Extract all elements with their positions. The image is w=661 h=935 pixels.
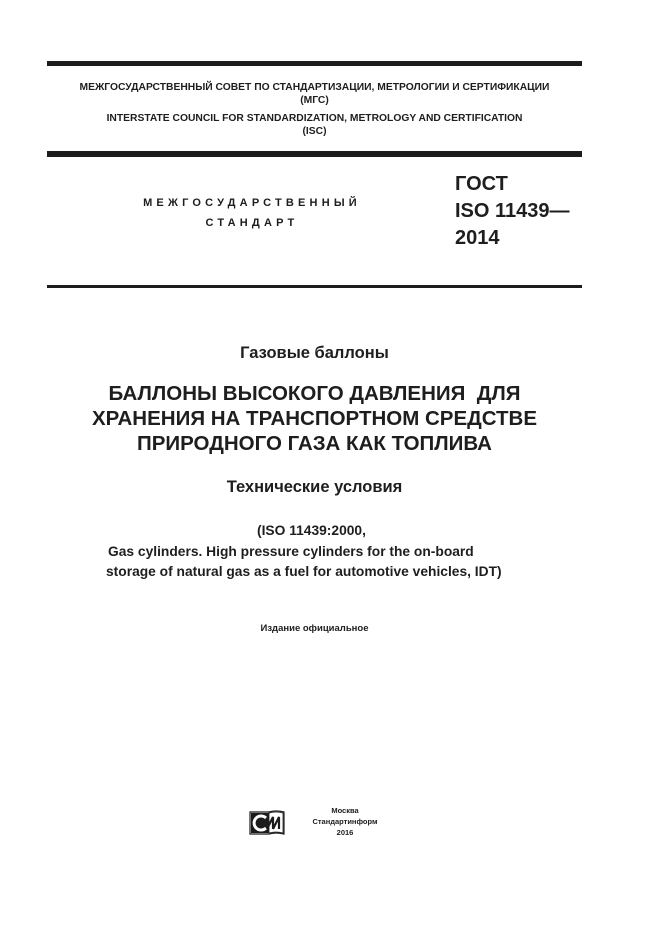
top-divider bbox=[47, 61, 582, 66]
standard-type bbox=[112, 193, 392, 233]
edition-label: Издание официальное bbox=[260, 623, 369, 634]
council-ru-name: МЕЖГОСУДАРСТВЕННЫЙ СОВЕТ ПО СТАНДАРТИЗАЦИИ, МЕТРОЛОГИИ И СЕРТИФИКАЦИИ bbox=[79, 82, 550, 93]
iso-reference-line2: Gas cylinders. High pressure cylinders for the on-board bbox=[108, 543, 474, 559]
iso-reference bbox=[90, 521, 570, 583]
standard-type-line2: СТАНДАРТ bbox=[205, 217, 299, 229]
council-ru-abbr: (МГС) bbox=[300, 95, 329, 106]
iso-reference-line1: (ISO 11439:2000, bbox=[257, 523, 366, 538]
council-ru bbox=[47, 81, 582, 107]
designation-gost: ГОСТ bbox=[455, 173, 508, 195]
bottom-divider bbox=[47, 285, 582, 288]
main-title-line3: ПРИРОДНОГО ГАЗА КАК ТОПЛИВА bbox=[137, 432, 492, 455]
main-title-line2: ХРАНЕНИЯ НА ТРАНСПОРТНОМ СРЕДСТВЕ bbox=[91, 407, 538, 430]
council-en bbox=[47, 112, 582, 138]
middle-divider bbox=[47, 151, 582, 157]
designation-number: ISO 11439— bbox=[455, 200, 570, 222]
council-en-abbr: (ISC) bbox=[302, 126, 327, 137]
publisher-name: Стандартинформ bbox=[312, 817, 378, 826]
main-title bbox=[40, 381, 589, 456]
publisher-year: 2016 bbox=[336, 828, 354, 837]
publisher-info bbox=[305, 805, 385, 838]
main-title-line1: БАЛЛОНЫ ВЫСОКОГО ДАВЛЕНИЯ ДЛЯ bbox=[108, 382, 521, 405]
designation-year: 2014 bbox=[455, 227, 500, 249]
publisher-city: Москва bbox=[331, 806, 359, 815]
council-en-name: INTERSTATE COUNCIL FOR STANDARDIZATION, METROLOGY AND CERTIFICATION bbox=[106, 113, 523, 124]
standard-type-line1: МЕЖГОСУДАРСТВЕННЫЙ bbox=[143, 197, 361, 209]
iso-reference-line3: storage of natural gas as a fuel for automotive vehicles, IDT) bbox=[106, 564, 502, 579]
document-subtitle: Технические условия bbox=[226, 478, 403, 496]
group-title: Газовые баллоны bbox=[240, 344, 389, 362]
standartinform-logo-icon bbox=[249, 809, 285, 837]
standard-designation bbox=[455, 171, 570, 252]
